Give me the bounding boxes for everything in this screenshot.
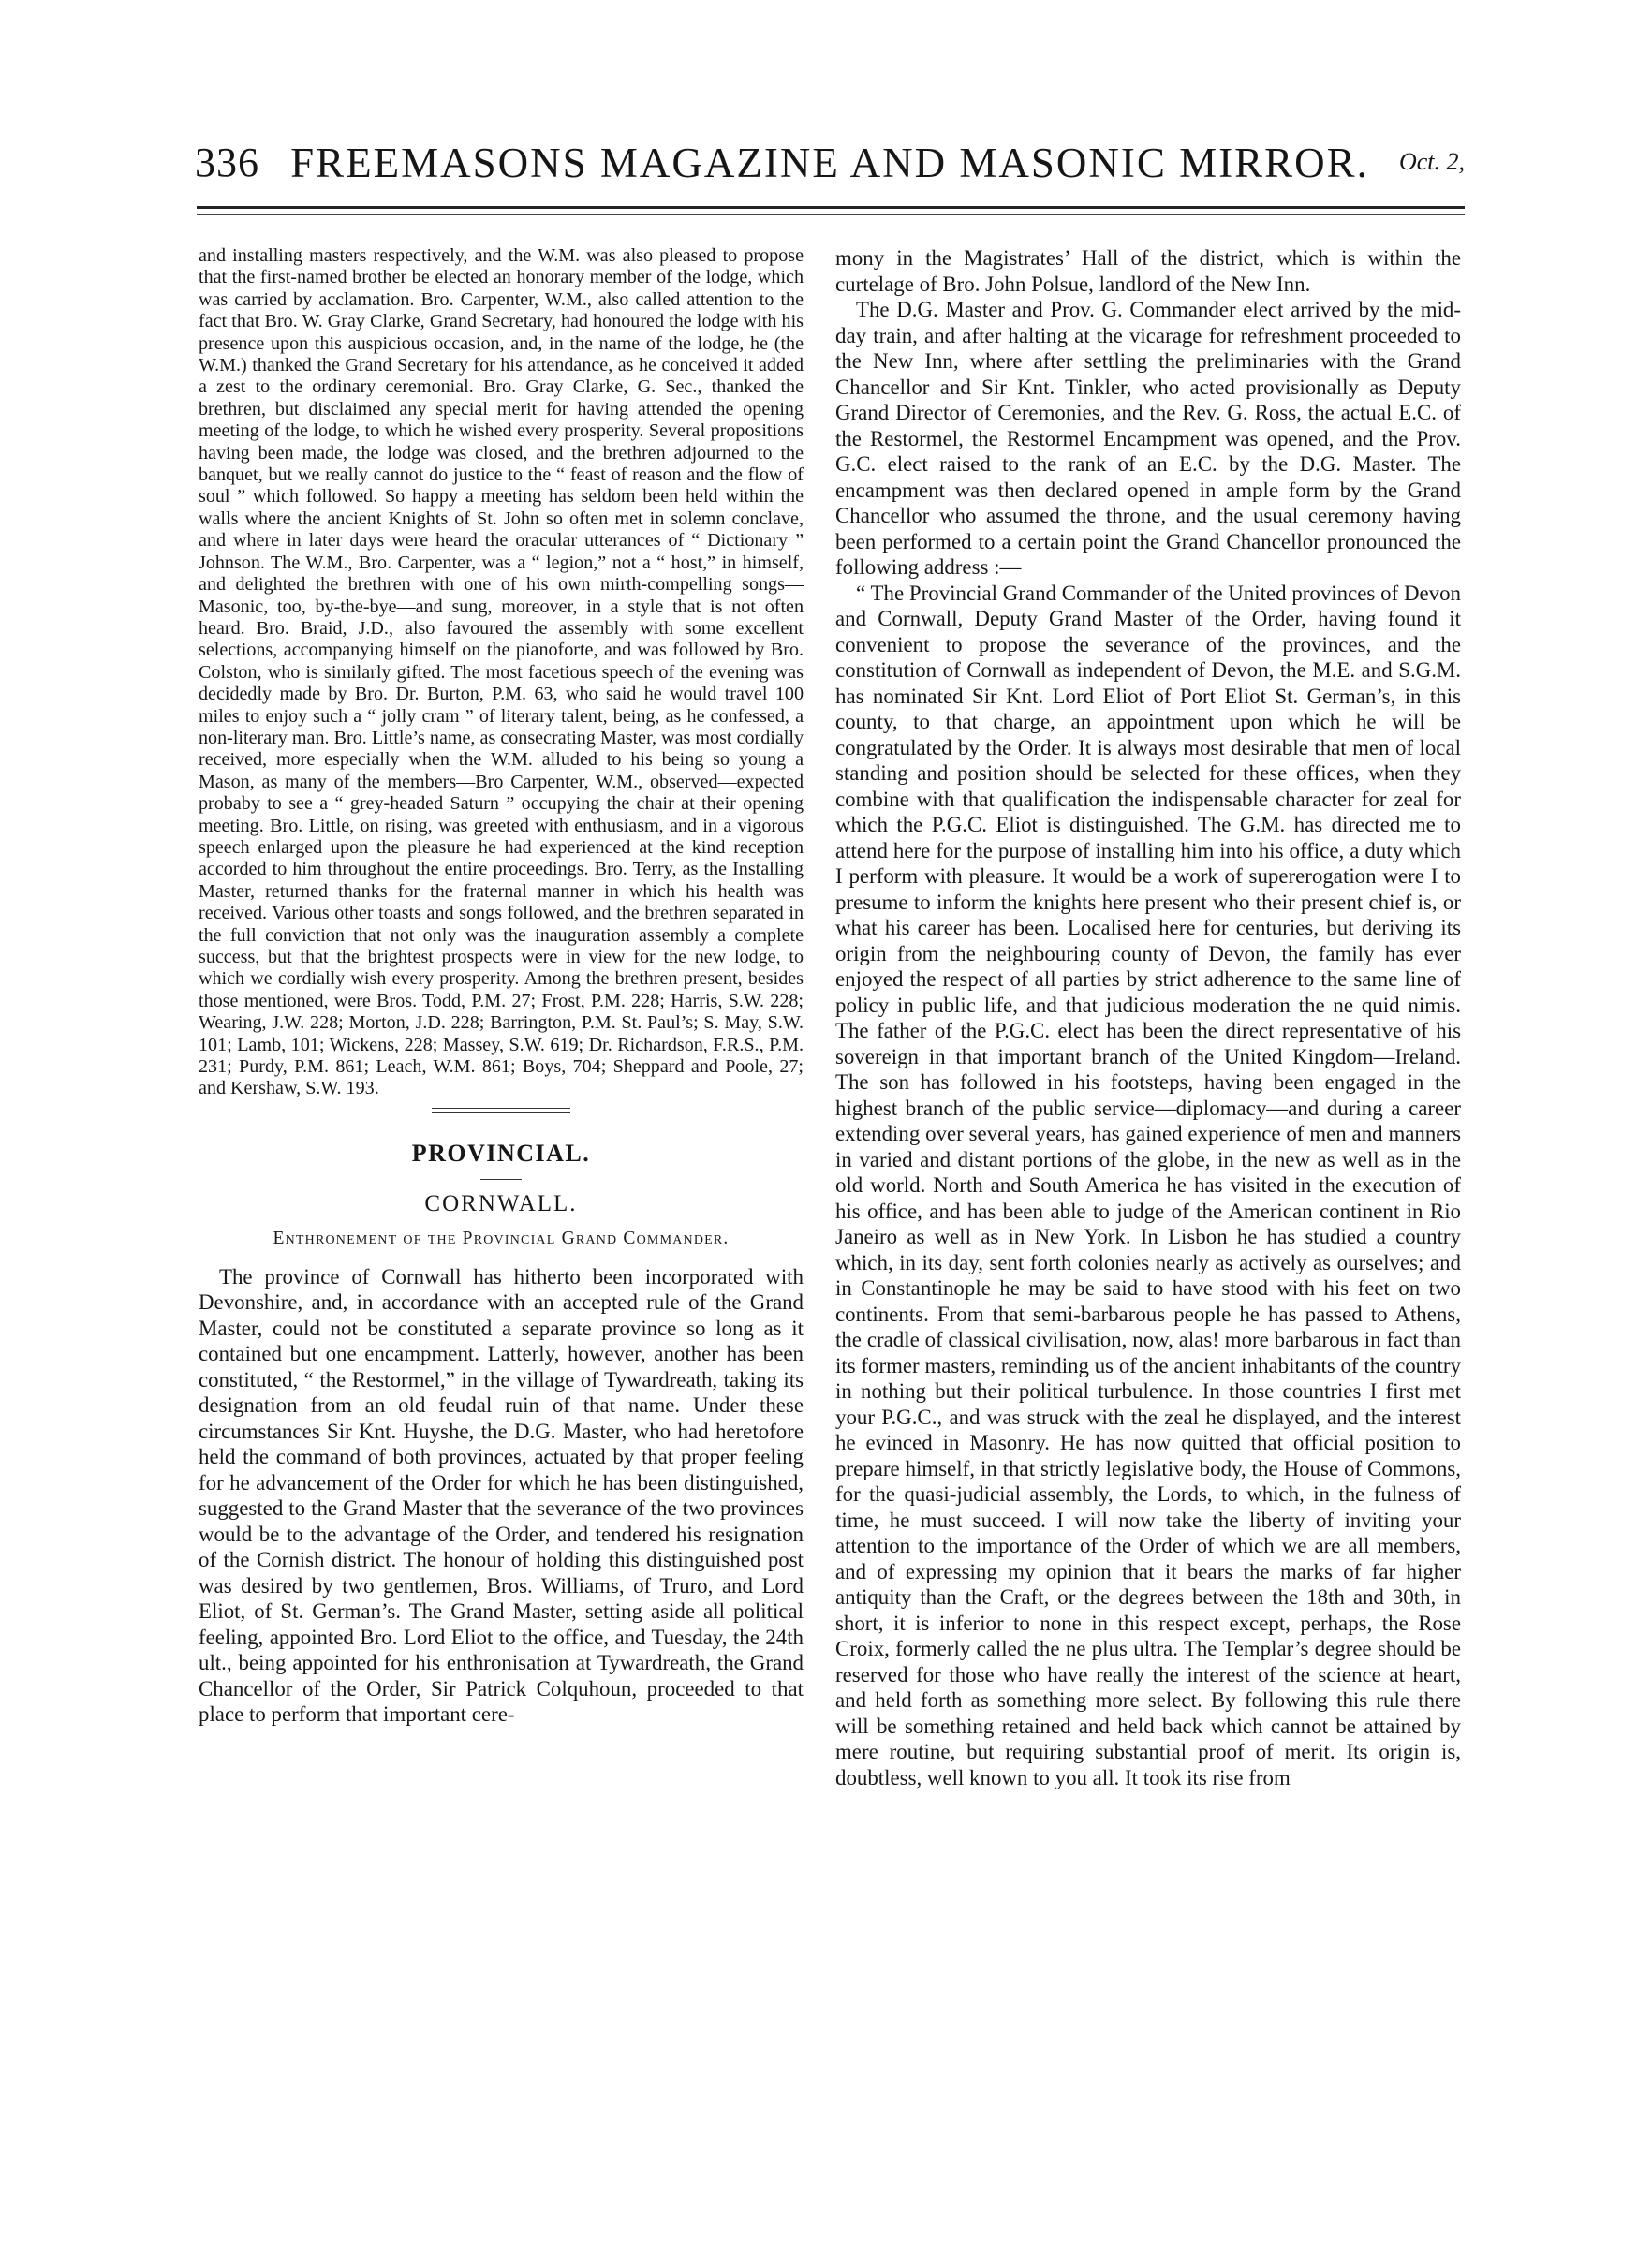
left-column (199, 245, 804, 1728)
magazine-title: FREEMASONS MAGAZINE AND MASONIC MIRROR. (290, 140, 1369, 186)
right-paragraph-3: “ The Provincial Grand Commander of the United provinces of Devon and Cornwall, Deputy Grand Master of the Order, having found it convenient to propose the severance of the provinces, and the constitution of Cornwall as independent of Devon, the M.E. and S.G.M. has nominated Sir Knt. Lord Eliot of Port Eliot St. German’s, in this county, to that charge, an appointment upon which he will be congratulated by the Order. It is always most desirable that men of local standing and position should be selected for these offices, when they combine with that qualification the indispensable character for zeal for which the P.G.C. Eliot is distinguished. The G.M. has directed me to attend here for the purpose of installing him into his office, a duty which I perform with pleasure. It would be a work of supererogation were I to presume to inform the knights here present who their present chief is, or what his career has been. Localised here for centuries, but deriving its origin from the neighbouring county of Devon, the family has ever enjoyed the respect of all parties by strict adherence to the same line of policy in public life, and that judicious moderation the ne quid nimis. The father of the P.G.C. elect has been the direct representative of his sovereign in that important branch of the United Kingdom—Ireland. The son has followed in his footsteps, having been engaged in the highest branch of the public service—diplomacy—and during a career extending over several years, has gained experience of men and manners in varied and distant portions of the globe, in the new as well as in the old world. North and South America he has visited in the execution of his office, and has been able to judge of the American continent in Rio Janeiro as well as in New York. In Lisbon he has studied a country which, in its day, sent forth colonies nearly as actively as ourselves; and in Constantinople he may be said to have stood with his feet on two continents. From that semi-barbarous people he has passed to Athens, the cradle of classical civilisation, now, alas! more barbarous in fact than its former masters, reminding us of the ancient inhabitants of the country in nothing but their political turbulence. In those countries I first met your P.G.C., and was struck with the zeal he displayed, and the interest he evinced in Masonry. He has now quitted that official position to prepare himself, in that strictly legislative body, the House of Commons, for the quasi-judicial assembly, the Lords, to which, in the fulness of time, he must succeed. I will now take the liberty of inviting your attention to the importance of the Order of which we are all members, and of expressing my opinion that it bears the marks of far higher antiquity than the Craft, or the degrees between the 18th and 30th, in short, it is inferior to none in this respect except, perhaps, the Rose Croix, formerly called the ne plus ultra. The Templar’s degree should be reserved for those who have really the interest of the science at heart, and held forth as something more select. By following this rule there will be something retained and held back which cannot be attained by mere routine, but requiring substantial proof of merit. Its origin is, doubtless, well known to you all. It took its rise from (835, 581, 1461, 1789)
right-paragraph-2: The D.G. Master and Prov. G. Commander elect arrived by the mid-day train, and after halting at the vicarage for refreshment proceeded to the New Inn, where after settling the preliminaries with the Grand Chancellor and Sir Knt. Tinkler, who acted provisionally as Deputy Grand Director of Ceremonies, and the Rev. G. Ross, the actual E.C. of the Restormel, the Restormel Encampment was opened, and the Prov. G.C. elect raised to the rank of an E.C. by the D.G. Master. The encampment was then declared opened in ample form by the Grand Chancellor who assumed the throne, and the usual ceremony having been performed to a certain point the Grand Chancellor pronounced the following address :— (835, 298, 1461, 579)
right-paragraph-1: mony in the Magistrates’ Hall of the district, which is within the curtelage of Bro. John Polsue, landlord of the New Inn. (835, 246, 1461, 296)
article-body: The province of Cornwall has hitherto been incorporated with Devonshire, and, in accordance with an accepted rule of the Grand Master, could not be constituted a separate province so long as it contained but one encampment. Latterly, however, another has been constituted, “ the Restormel,” in the village of Tywardreath, taking its designation from an old feudal ruin of that name. Under these circumstances Sir Knt. Huyshe, the D.G. Master, who had heretofore held the command of both provinces, actuated by that proper feeling for he advancement of the Order for which he has been distinguished, suggested to the Grand Master that the severance of the two provinces would be to the advantage of the Order, and tendered his resignation of the Cornish district. The honour of holding this distinguished post was desired by two gentlemen, Bros. Williams, of Truro, and Lord Eliot, of St. German’s. The Grand Master, setting aside all political feeling, appointed Bro. Lord Eliot to the office, and Tuesday, the 24th ult., being appointed for his enthronisation at Tywardreath, the Grand Chancellor of the Order, Sir Patrick Colquhoun, proceeded to that place to perform that important cere- (199, 1264, 804, 1727)
issue-date: Oct. 2, (1398, 148, 1465, 175)
section-divider (432, 1108, 570, 1109)
section-heading: PROVINCIAL. (411, 1139, 591, 1167)
page-number: 336 (195, 140, 259, 185)
subsection-heading: CORNWALL. (424, 1190, 578, 1216)
article-caption: Enthronement of the Provincial Grand Commander. (273, 1228, 730, 1248)
right-column (835, 245, 1461, 1790)
section-divider-second (432, 1112, 570, 1113)
page-header (195, 139, 1465, 191)
header-rule (197, 206, 1465, 209)
lodge-report-continuation: and installing masters respectively, and the W.M. was also pleased to propose that the first-named brother be elected an honorary member of the lodge, which was carried by acclamation. Bro. Carpenter, W.M., also called attention to the fact that Bro. W. Gray Clarke, Grand Secretary, had honoured the lodge with his presence upon this auspicious occasion, and, in the name of the lodge, he (the W.M.) thanked the Grand Secretary for his attendance, as he conceived it added a zest to the ordinary ceremonial. Bro. Gray Clarke, G. Sec., thanked the brethren, but disclaimed any special merit for having attended the opening meeting of the lodge, to which he wished every prosperity. Several propositions having been made, the lodge was closed, and the brethren adjourned to the banquet, but we really cannot do justice to the “ feast of reason and the flow of soul ” which followed. So happy a meeting has seldom been held within the walls where the ancient Knights of St. John so often met in solemn conclave, and where in later days were heard the oracular utterances of “ Dictionary ” Johnson. The W.M., Bro. Carpenter, was a “ legion,” not a “ host,” in himself, and delighted the brethren with one of his own mirth-compelling songs—Masonic, too, by-the-bye—and sung, moreover, in a style that is not often heard. Bro. Braid, J.D., also favoured the assembly with some excellent selections, accompanying himself on the pianoforte, and was followed by Bro. Colston, who is similarly gifted. The most facetious speech of the evening was decidedly made by Bro. Dr. Burton, P.M. 63, who said he would travel 100 miles to enjoy such a “ jolly cram ” of literary talent, being, as he confessed, a non-literary man. Bro. Little’s name, as consecrating Master, was most cordially received, more especially when the W.M. alluded to his being so young a Mason, as many of the members—Bro Carpenter, W.M., observed—expected probaby to see a “ grey-headed Saturn ” occupying the chair at their opening meeting. Bro. Little, on rising, was greeted with enthusiasm, and in a vigorous speech enlarged upon the pleasure he had experienced at the kind reception accorded to him throughout the entire proceedings. Bro. Terry, as the Installing Master, returned thanks for the fraternal manner in which his health was received. Various other toasts and songs followed, and the brethren separated in the full conviction that not only was the inauguration assembly a complete success, but that the brightest prospects were in view for the new lodge, to which we cordially wish every prosperity. Among the brethren present, besides those mentioned, were Bros. Todd, P.M. 27; Frost, P.M. 228; Harris, S.W. 228; Wearing, J.W. 228; Morton, J.D. 228; Barrington, P.M. St. Paul’s; S. May, S.W. 101; Lamb, 101; Wickens, 228; Massey, S.W. 619; Dr. Richardson, F.R.S., P.M. 231; Purdy, P.M. 861; Leach, W.M. 861; Boys, 704; Sheppard and Poole, 27; and Kershaw, S.W. 193. (199, 245, 804, 1099)
heading-rule (480, 1179, 522, 1180)
header-rule-thin (197, 214, 1465, 215)
